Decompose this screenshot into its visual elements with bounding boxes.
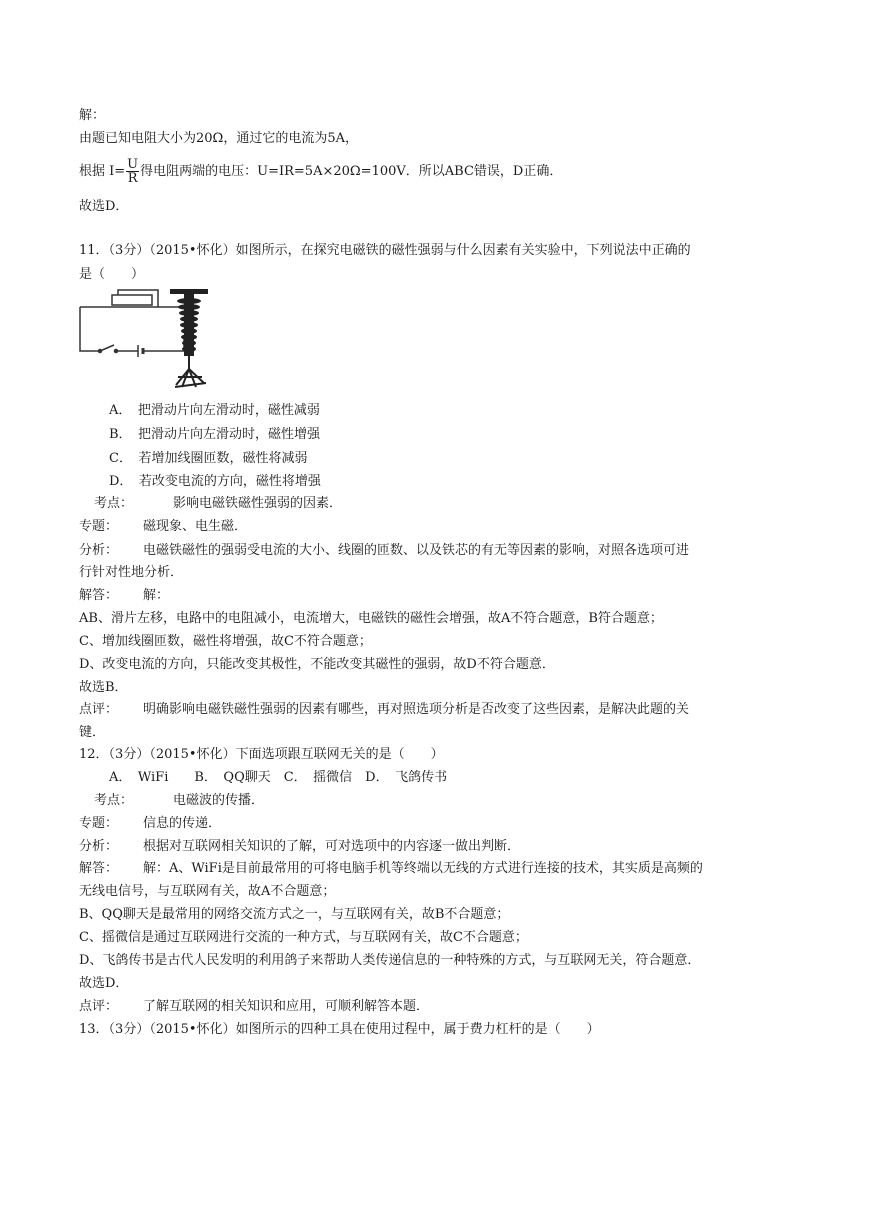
q11-answer-c: C、增加线圈匝数，磁性将增强，故C不符合题意； (79, 634, 372, 649)
electromagnet-circuit-diagram (78, 287, 218, 397)
q11-answer-ab: AB、滑片左移，电路中的电阻减小，电流增大，电磁铁的磁性会增强，故A不符合题意，B符合题意； (79, 611, 663, 626)
q12-fenxi (79, 838, 520, 856)
zhuanti-text: 磁现象、电生磁． (143, 519, 248, 534)
q12-jieda-line2: 无线电信号，与互联网有关，故A不合题意； (79, 884, 336, 899)
q11-stem-line2: 是（ ） (79, 267, 145, 282)
fraction-u-over-r (126, 158, 139, 185)
q10-answer: 故选D． (79, 199, 129, 214)
kaodian-text: 电磁波的传播． (173, 793, 265, 808)
formula-suffix: 得电阻两端的电压：U=IR=5A×20Ω=100V．所以ABC错误，D正确． (140, 164, 563, 179)
q12-kaodian (94, 792, 264, 810)
solution-label: 解： (79, 108, 106, 123)
kaodian-label: 考点： (94, 793, 134, 808)
fenxi-label: 分析： (79, 543, 119, 558)
q11-fenxi-line2: 行针对性地分析． (79, 565, 184, 580)
dianping-text: 明确影响电磁铁磁性强弱的因素有哪些，再对照选项分析是否改变了这些因素，是解决此题的关 (143, 702, 690, 717)
dianping-label: 点评： (79, 999, 119, 1014)
q12-dianping (79, 998, 429, 1016)
kaodian-label: 考点： (94, 496, 134, 511)
q11-answer-d: D、改变电流的方向，只能改变其极性，不能改变其磁性的强弱，故D不符合题意． (79, 657, 555, 672)
q11-option-d: D． 若改变电流的方向，磁性将增强 (109, 474, 321, 489)
jieda-text: 解：A、WiFi是目前最常用的可将电脑手机等终端以无线的方式进行连接的技术，其实质是高频的 (143, 861, 703, 876)
q12-answer-c: C、摇微信是通过互联网进行交流的一种方式，与互联网有关，故C不合题意； (79, 930, 528, 945)
zhuanti-text: 信息的传递． (143, 816, 222, 831)
formula-prefix: 根据 I= (79, 164, 126, 179)
solution-formula-line (79, 158, 562, 185)
q12-options: A． WiFi B． QQ聊天 C． 摇微信 D． 飞鸽传书 (109, 770, 448, 785)
q13-stem: 13．（3分）（2015•怀化）如图所示的四种工具在使用过程中，属于费力杠杆的是（ ） (79, 1022, 600, 1037)
q12-zhuanti (79, 815, 221, 833)
jieda-text: 解： (143, 588, 170, 603)
zhuanti-label: 专题： (79, 816, 119, 831)
kaodian-text: 影响电磁铁磁性强弱的因素． (173, 496, 343, 511)
q11-kaodian (94, 495, 342, 513)
q12-answer-d: D、飞鸽传书是古代人民发明的利用鸽子来帮助人类传递信息的一种特殊的方式，与互联网无关，符合题意． (79, 953, 701, 968)
jieda-label: 解答： (79, 588, 119, 603)
zhuanti-label: 专题： (79, 519, 119, 534)
dianping-text: 了解互联网的相关知识和应用，可顺利解答本题． (143, 999, 430, 1014)
fraction-denominator: R (127, 171, 138, 186)
q12-stem: 12．（3分）（2015•怀化）下面选项跟互联网无关的是（ ） (79, 747, 444, 762)
q11-option-c: C． 若增加线圈匝数，磁性将减弱 (109, 451, 308, 466)
q11-jieda (79, 587, 169, 605)
q11-dianping-line2: 键． (79, 725, 106, 740)
q11-option-b: B． 把滑动片向左滑动时，磁性增强 (109, 427, 321, 442)
dianping-label: 点评： (79, 702, 119, 717)
solution-given: 由题已知电阻大小为20Ω，通过它的电流为5A， (79, 131, 358, 146)
q11-zhuanti (79, 518, 247, 536)
q12-jieda-line1 (79, 860, 703, 878)
q11-dianping-line1 (79, 701, 689, 719)
fenxi-label: 分析： (79, 839, 119, 854)
q11-option-a: A． 把滑动片向左滑动时，磁性减弱 (109, 403, 320, 418)
q11-fenxi-line1 (79, 542, 689, 560)
q12-final-answer: 故选D． (79, 976, 129, 991)
fenxi-text: 根据对互联网相关知识的了解，可对选项中的内容逐一做出判断． (143, 839, 521, 854)
fenxi-text: 电磁铁磁性的强弱受电流的大小、线圈的匝数、以及铁芯的有无等因素的影响，对照各选项可进 (143, 543, 690, 558)
fraction-numerator: U (127, 157, 139, 172)
jieda-label: 解答： (79, 861, 119, 876)
q11-final-answer: 故选B． (79, 680, 128, 695)
q12-answer-b: B、QQ聊天是最常用的网络交流方式之一，与互联网有关，故B不合题意； (79, 907, 510, 922)
q11-stem-line1: 11．（3分）（2015•怀化）如图所示，在探究电磁铁的磁性强弱与什么因素有关实验中，下列说法中正确的 (79, 243, 691, 258)
